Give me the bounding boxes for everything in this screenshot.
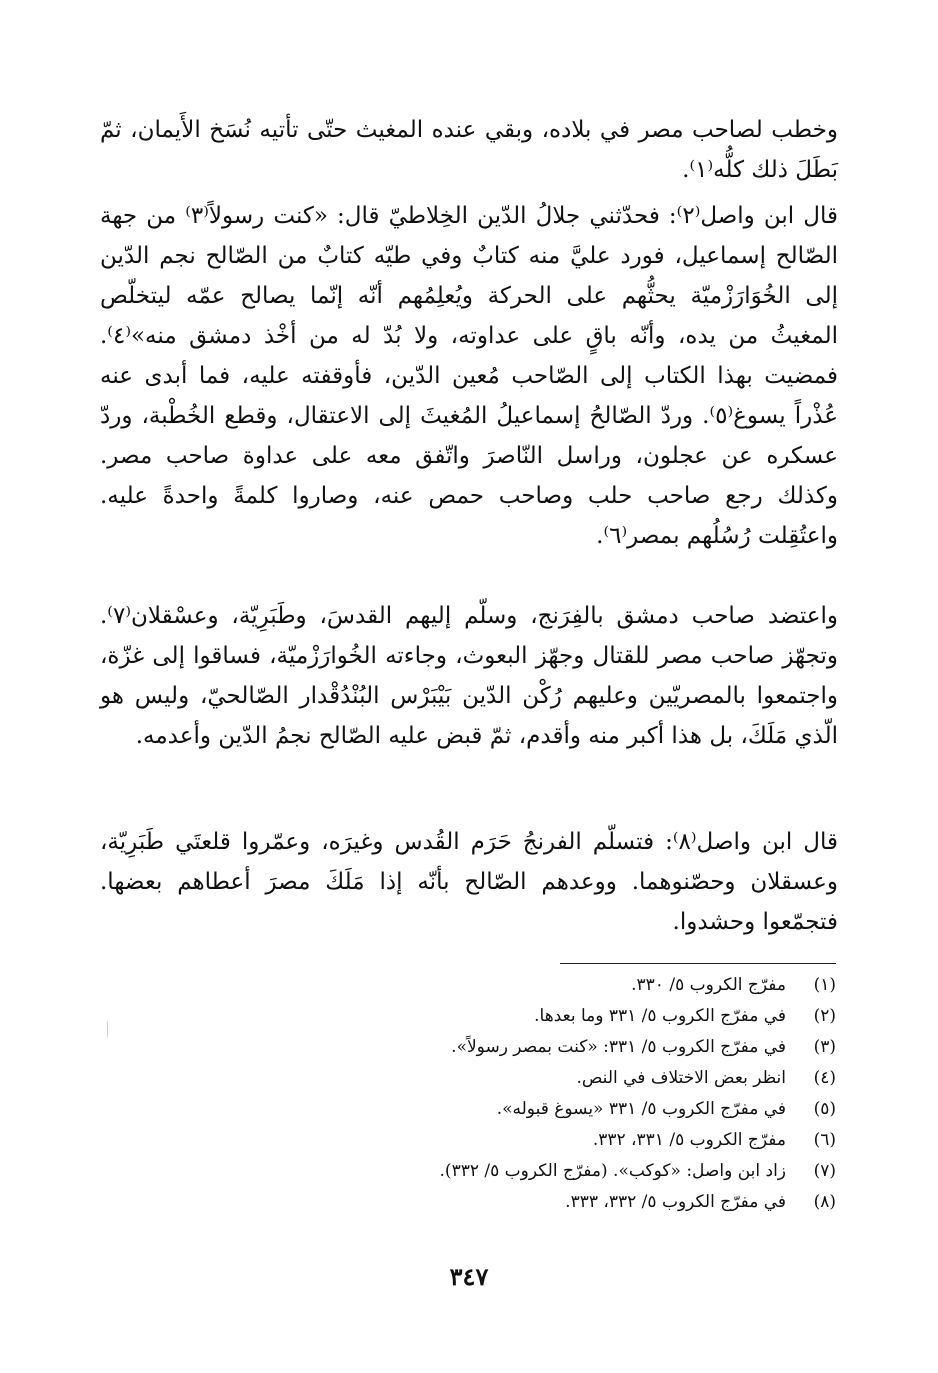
main-text	[100, 110, 838, 190]
footnote-text: مفرّج الكروب ٥/ ٣٣٠.	[631, 975, 786, 995]
footnote-number: (٢)	[813, 1006, 836, 1026]
footnote-5	[196, 1094, 836, 1125]
paragraph-3: واعتضد صاحب دمشق بالفِرَنج، وسلّم إليهم القدسَ، وطَبَرِيّة، وعسْقلان⁽٧⁾. وتجهّز صاحب مصر للقتال وجهّز البعوث، وجاءته الخُوارَزْميّة، فساقوا إلى غزّة، واجتمعوا بالمصريّين وعليهم رُكْن الدّين بَيْبَرْس البُنْدُقْدار الصّالحيّ، وليس هو الّذي مَلَكَ، بل هذا أكبر منه وأقدم، ثمّ قبض عليه الصّالح نجمُ الدّين وأعدمه.	[100, 603, 838, 749]
footnote-1	[196, 970, 836, 1001]
footnote-text: مفرّج الكروب ٥/ ٣٣١، ٣٣٢.	[592, 1130, 786, 1150]
footnote-3	[196, 1032, 836, 1063]
page-number: ٣٤٧	[449, 1262, 489, 1291]
footnote-7	[196, 1156, 836, 1187]
footnote-number: (١)	[813, 975, 836, 995]
footnote-number: (٨)	[813, 1192, 836, 1212]
footnote-8	[196, 1187, 836, 1218]
footnote-text: انظر بعض الاختلاف في النص.	[576, 1068, 786, 1088]
footnote-number: (٣)	[813, 1037, 836, 1057]
footnote-4	[196, 1063, 836, 1094]
footnote-text: في مفرّج الكروب ٥/ ٣٣٢، ٣٣٣.	[565, 1192, 786, 1212]
footnote-text: زاد ابن واصل: «كوكب». (مفرّج الكروب ٥/ ٣٣٢).	[439, 1161, 786, 1181]
footnote-separator	[560, 963, 836, 964]
main-text	[100, 196, 838, 556]
footnote-2	[196, 1001, 836, 1032]
footnotes-list	[196, 970, 836, 1218]
footnote-number: (٤)	[813, 1068, 836, 1088]
footnote-number: (٦)	[813, 1130, 836, 1150]
footnote-text: في مفرّج الكروب ٥/ ٣٣١ «يسوغ قبوله».	[496, 1099, 786, 1119]
main-text	[100, 596, 838, 756]
main-text	[100, 822, 838, 942]
margin-mark	[107, 1021, 108, 1037]
footnote-6	[196, 1125, 836, 1156]
footnote-text: في مفرّج الكروب ٥/ ٣٣١ وما بعدها.	[534, 1006, 786, 1026]
footnote-number: (٥)	[813, 1099, 836, 1119]
footnote-text: في مفرّج الكروب ٥/ ٣٣١: «كنت بمصر رسولاً».	[451, 1037, 786, 1057]
paragraph-2: قال ابن واصل⁽٢⁾: فحدّثني جلالُ الدّين الخِلاطيّ قال: «كنت رسولاً⁽٣⁾ من جهة الصّالح إسماعيل، فورد عليَّ منه كتابٌ وفي طيّه كتابٌ من الصّالح نجم الدّين إلى الخُوَارَزْميّة يحثُّهم على الحركة ويُعلِمُهم أنّه إنّما يصالح عمّه ليتخلّص المغيثُ من يده، وأنّه باقٍ على عداوته، ولا بُدّ له من أخْذ دمشق منه»⁽٤⁾. فمضيت بهذا الكتاب إلى الصّاحب مُعين الدّين، فأوقفته عليه، فما أبدى عنه عُذْراً يسوغ⁽٥⁾. وردّ الصّالحُ إسماعيلُ المُغيثَ إلى الاعتقال، وقطع الخُطْبة، وردّ عسكره عن عجلون، وراسل النّاصرَ واتّفق معه على عداوة صاحب مصر. وكذلك رجع صاحب حلب وصاحب حمص عنه، وصاروا كلمةً واحدةً عليه. واعتُقِلت رُسُلُهم بمصر⁽٦⁾.	[100, 203, 839, 549]
paragraph-1: وخطب لصاحب مصر في بلاده، وبقي عنده المغيث حتّى تأتيه نُسَخ الأَيمان، ثمّ بَطَلَ ذلك كلُّه⁽١⁾.	[100, 117, 838, 183]
paragraph-4: قال ابن واصل⁽٨⁾: فتسلّم الفرنجُ حَرَم القُدس وغيرَه، وعمّروا قلعتَي طَبَرِيّة، وعسقلان وحصّنوهما. ووعدهم الصّالح بأنّه إذا مَلَكَ مصرَ أعطاهم بعضها. فتجمّعوا وحشدوا.	[100, 829, 838, 935]
footnote-number: (٧)	[813, 1161, 836, 1181]
